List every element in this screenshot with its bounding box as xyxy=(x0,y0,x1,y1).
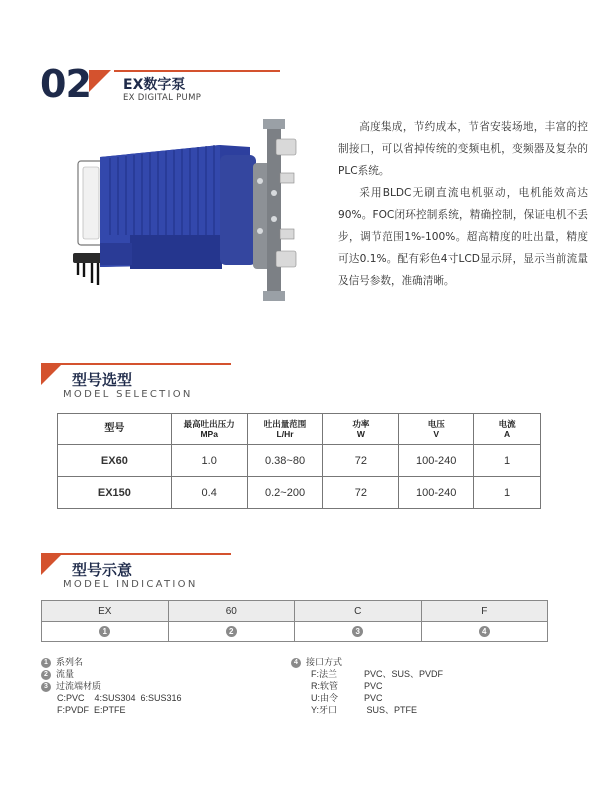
cell-flow: 0.38~80 xyxy=(247,445,323,477)
selection-title: 型号选型 xyxy=(72,371,133,389)
connection-line: F:法兰 PVC、SUS、PVDF xyxy=(311,669,444,679)
cell-voltage: 100-240 xyxy=(399,445,474,477)
number-badge: 4 xyxy=(291,658,301,668)
material-line: C:PVC 4:SUS304 6:SUS316 xyxy=(57,693,182,703)
indication-subtitle: MODEL INDICATION xyxy=(63,579,198,590)
marker-cell xyxy=(168,622,295,642)
indication-accent-triangle xyxy=(41,553,63,575)
selection-subtitle: MODEL SELECTION xyxy=(63,389,193,400)
cell-pressure: 1.0 xyxy=(171,445,247,477)
cell-model: EX150 xyxy=(58,477,172,509)
cell-power: 72 xyxy=(323,477,399,509)
legend-item: 4 接口方式 xyxy=(291,656,443,668)
cell-current: 1 xyxy=(474,477,541,509)
legend-item: 3 过流端材质 xyxy=(41,680,182,692)
header-voltage: 电压 V xyxy=(399,414,474,445)
model-indication-table xyxy=(41,600,548,642)
indication-divider xyxy=(41,553,231,555)
code-cell: C xyxy=(295,601,422,622)
number-badge: 3 xyxy=(352,626,363,637)
marker-cell xyxy=(421,622,548,642)
marker-row xyxy=(42,622,548,642)
legend-item: 1 系列名 xyxy=(41,656,182,668)
section-number: 02 xyxy=(40,62,91,106)
connection-line: U:由令 PVC xyxy=(311,693,383,703)
marker-cell xyxy=(295,622,422,642)
cell-voltage: 100-240 xyxy=(399,477,474,509)
selection-accent-triangle xyxy=(41,363,63,385)
material-line: F:PVDF E:PTFE xyxy=(57,705,126,715)
table-header-row xyxy=(58,414,541,445)
description-paragraph: 高度集成，节约成本，节省安装场地，丰富的控制接口，可以省掉传统的变频电机，变频器及复杂的PLC系统。 xyxy=(338,121,588,177)
legend-right xyxy=(291,656,443,716)
legend-left xyxy=(41,656,182,716)
header-flow-range: 吐出量范围 L/Hr xyxy=(247,414,323,445)
number-badge: 4 xyxy=(479,626,490,637)
cell-flow: 0.2~200 xyxy=(247,477,323,509)
connection-line: R:软管 PVC xyxy=(311,681,383,691)
header-model: 型号 xyxy=(58,414,172,445)
table-row xyxy=(58,445,541,477)
section-divider xyxy=(114,70,280,72)
number-badge: 1 xyxy=(99,626,110,637)
header-power: 功率 W xyxy=(323,414,399,445)
product-description xyxy=(338,116,588,292)
header-max-pressure: 最高吐出压力 MPa xyxy=(171,414,247,445)
section-accent-triangle xyxy=(89,70,111,92)
legend-item: 2 流量 xyxy=(41,668,182,680)
code-row xyxy=(42,601,548,622)
table-row xyxy=(58,477,541,509)
selection-divider xyxy=(41,363,231,365)
cell-current: 1 xyxy=(474,445,541,477)
cell-model: EX60 xyxy=(58,445,172,477)
header-current: 电流 A xyxy=(474,414,541,445)
section-title: EX数字泵 xyxy=(123,77,186,93)
marker-cell xyxy=(42,622,169,642)
code-cell: F xyxy=(421,601,548,622)
number-badge: 2 xyxy=(226,626,237,637)
code-cell: 60 xyxy=(168,601,295,622)
model-selection-table xyxy=(57,413,541,509)
pump-illustration xyxy=(70,115,320,305)
indication-title: 型号示意 xyxy=(72,561,133,579)
cell-pressure: 0.4 xyxy=(171,477,247,509)
number-badge: 3 xyxy=(41,682,51,692)
connection-line: Y:牙口 SUS、PTFE xyxy=(311,705,418,715)
number-badge: 1 xyxy=(41,658,51,668)
cell-power: 72 xyxy=(323,445,399,477)
section-subtitle: EX DIGITAL PUMP xyxy=(123,93,202,103)
number-badge: 2 xyxy=(41,670,51,680)
description-paragraph: 采用BLDC无刷直流电机驱动，电机能效高达90%。FOC闭环控制系统，精确控制，保证电机不丢步，调节范围1%-100%。超高精度的吐出量，精度可达0.1%。配有彩色4寸LCD显示屏，显示当前流量及信号参数，准确清晰。 xyxy=(338,187,588,287)
code-cell: EX xyxy=(42,601,169,622)
